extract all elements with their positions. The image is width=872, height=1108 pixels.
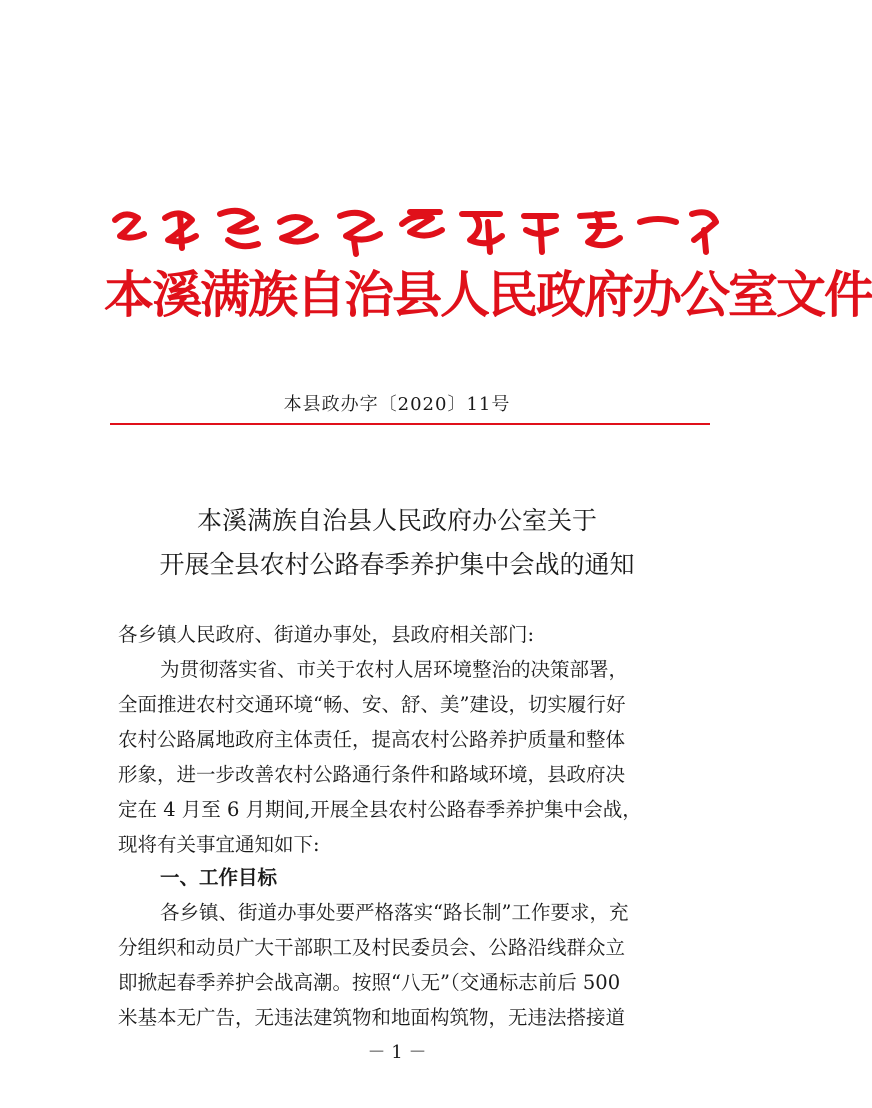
page-number: － 1 － [367,1042,427,1063]
paragraph-line: 米基本无广告，无违法建筑物和地面构筑物，无违法搭接道 [118,1006,626,1029]
paragraph-line: 全面推进农村交通环境“畅、安、舒、美”建设，切实履行好 [118,693,626,716]
paragraph-line: 农村公路属地政府主体责任，提高农村公路养护质量和整体 [118,728,626,751]
paragraph-line: 分组织和动员广大干部职工及村民委员会、公路沿线群众立 [118,936,626,959]
notice-title-line-2: 开展全县农村公路春季养护集中会战的通知 [159,550,635,579]
notice-title-line-1: 本溪满族自治县人民政府办公室关于 [196,506,597,535]
salutation: 各乡镇人民政府、街道办事处，县政府相关部门: [118,623,535,646]
section-heading: 一、工作目标 [160,866,278,889]
paragraph-line: 各乡镇、街道办事处要严格落实“路长制”工作要求，充 [160,901,629,924]
paragraph-line: 形象，进一步改善农村公路通行条件和路域环境，县政府决 [118,763,626,786]
paragraph-line: 现将有关事宜通知如下: [118,833,320,856]
paragraph-line: 为贯彻落实省、市关于农村人居环境整治的决策部署， [160,658,629,681]
manchu-script-title [110,200,720,260]
masthead-title: 本溪满族自治县人民政府办公室文件 [104,266,872,324]
document-number: 本县政办字〔2020〕11号 [283,394,511,415]
red-divider [110,423,710,425]
paragraph-line: 定在 4 月至 6 月期间,开展全县农村公路春季养护集中会战， [118,798,642,821]
paragraph-line: 即掀起春季养护会战高潮。按照“八无”（交通标志前后 500 [118,971,621,994]
